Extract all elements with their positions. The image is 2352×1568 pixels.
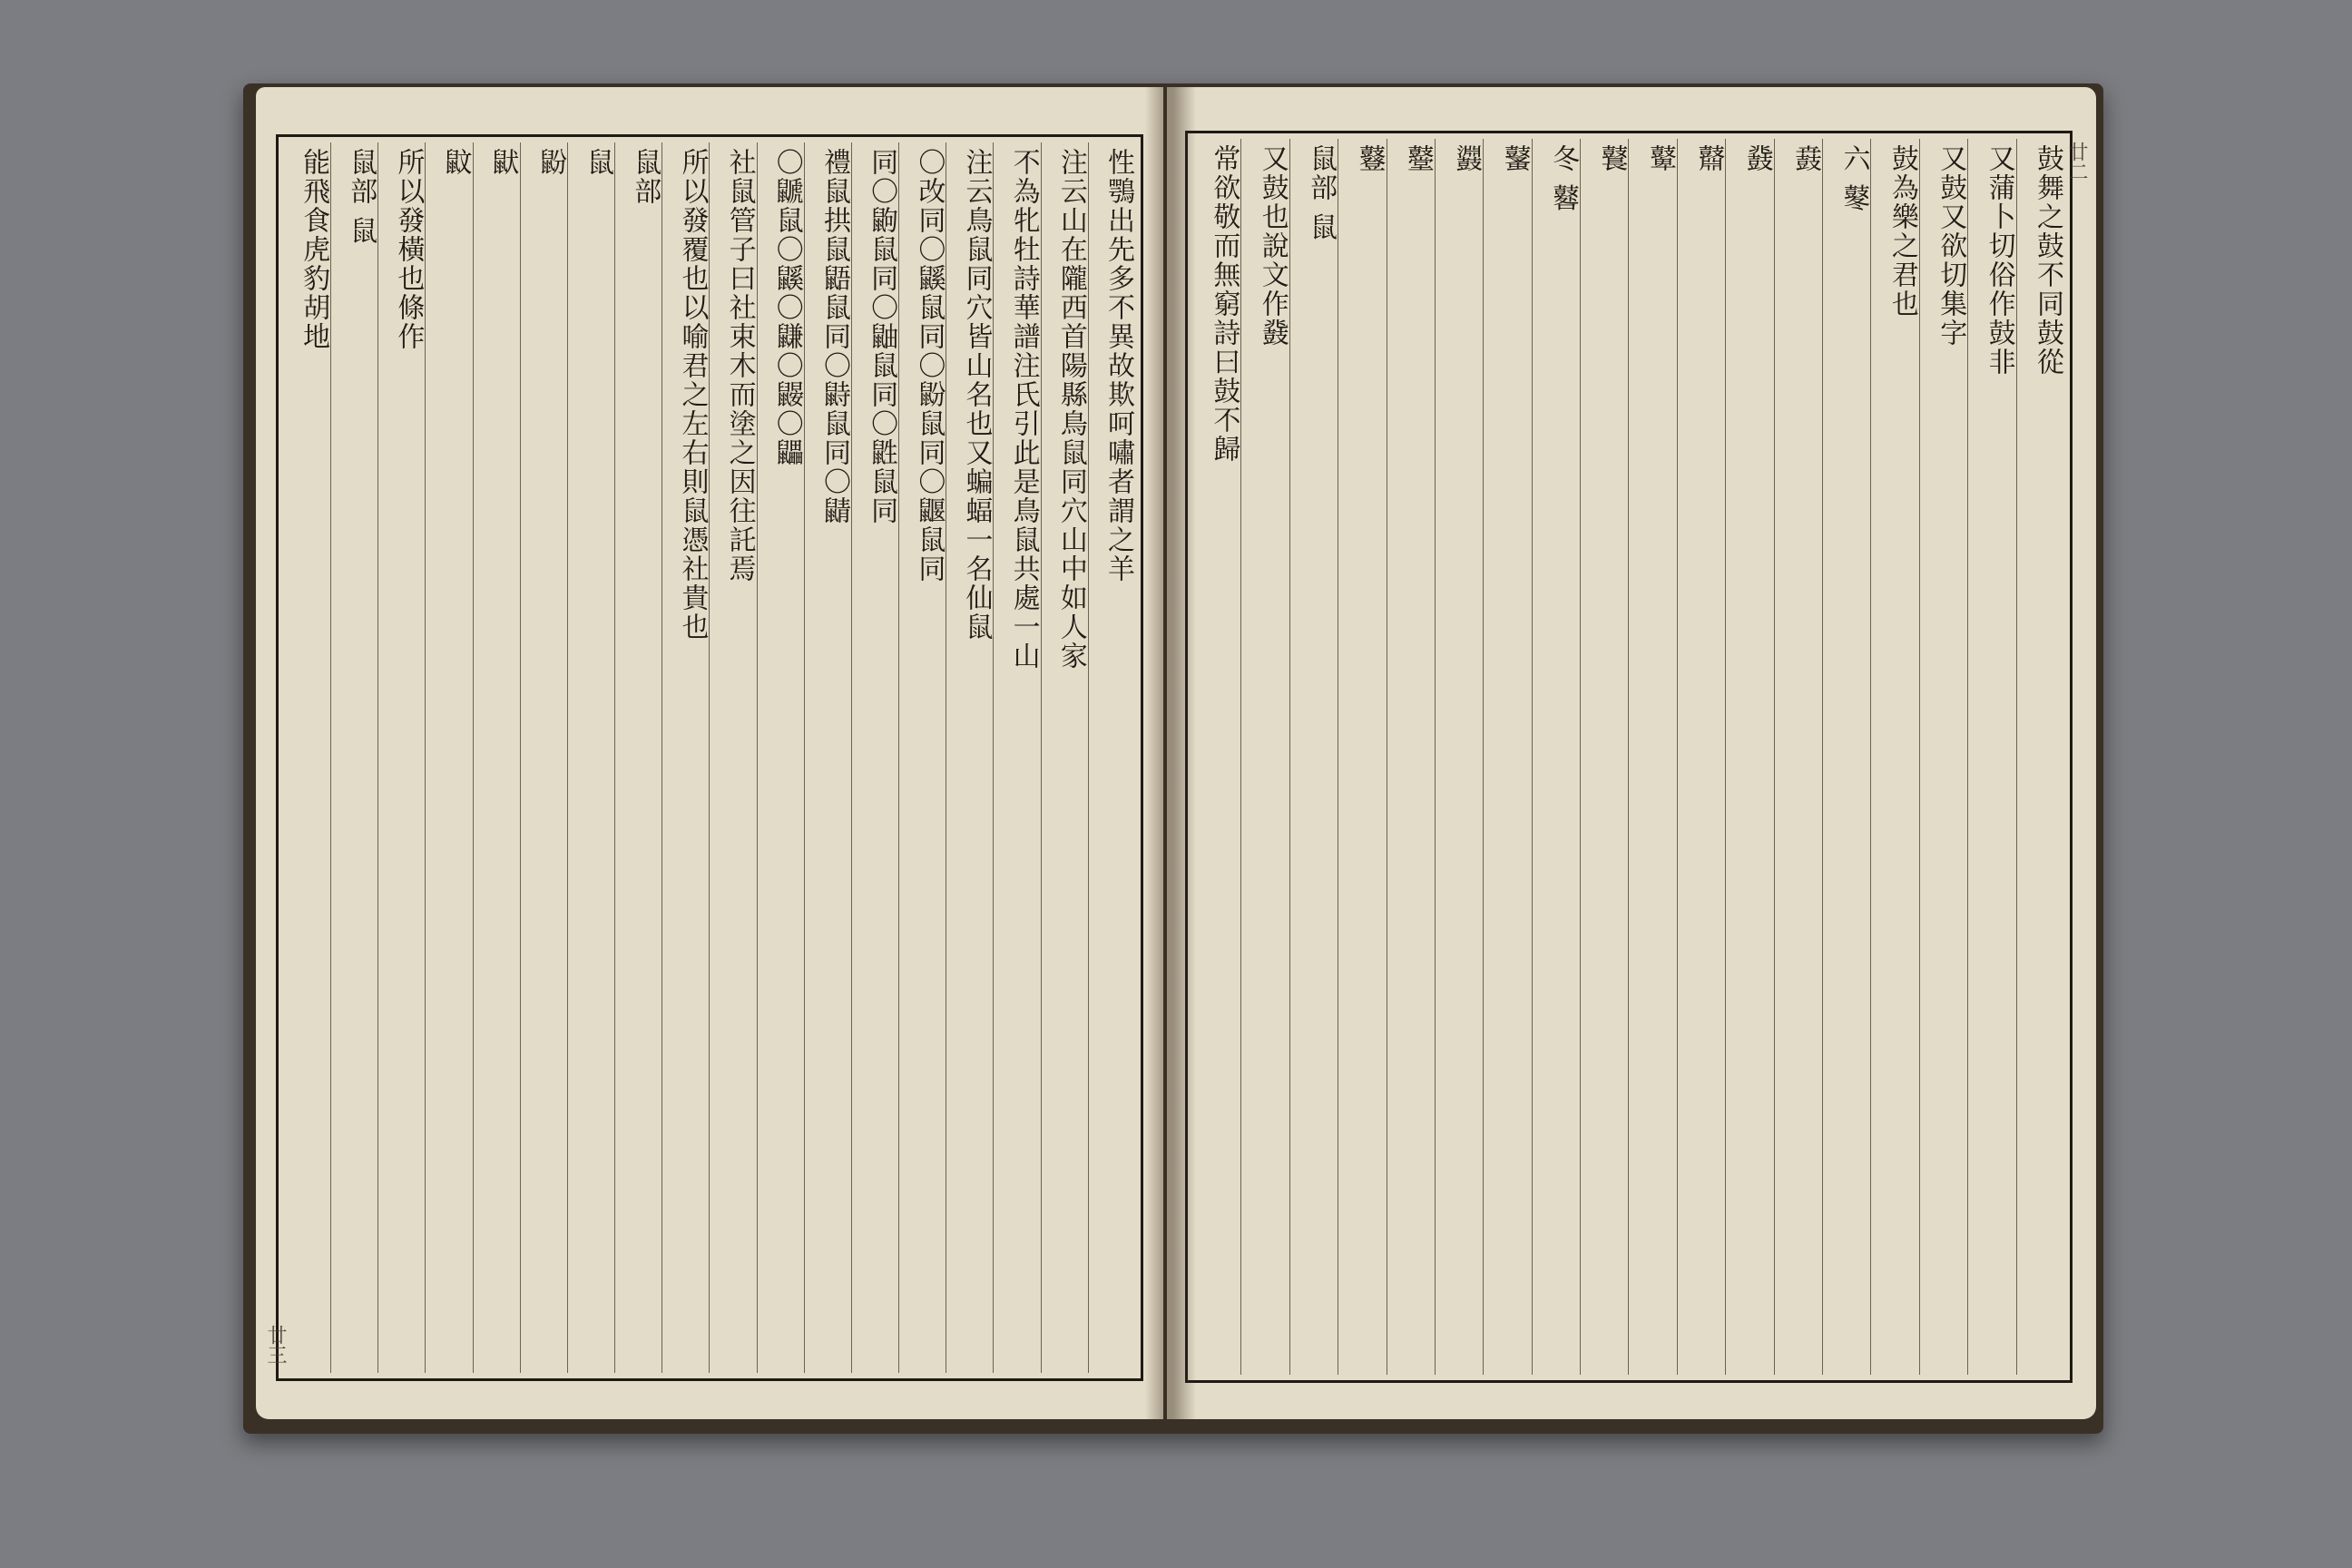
left-column: 所以發橫也條作 xyxy=(377,142,425,1373)
left-column: 同〇鼩鼠同〇鼬鼠同〇鼪鼠同 xyxy=(851,142,898,1373)
right-column: 鼟 xyxy=(1338,139,1386,1375)
right-columns xyxy=(1193,139,2064,1375)
right-page-frame xyxy=(1185,131,2073,1383)
right-column: 鼓舞之鼓不同鼓從 xyxy=(2016,139,2064,1375)
left-column: 所以發覆也以喻君之左右則鼠憑社貴也 xyxy=(662,142,709,1373)
left-page xyxy=(256,87,1163,1419)
right-column: 鼝 xyxy=(1435,139,1483,1375)
right-column: 鼓為樂之君也 xyxy=(1870,139,1918,1375)
left-column: 注云鳥鼠同穴皆山名也又蝙蝠一名仙鼠 xyxy=(946,142,993,1373)
right-column: 鼠部 鼠 xyxy=(1289,139,1338,1375)
left-column: 鼠 xyxy=(567,142,614,1373)
left-column: 禮鼠拱鼠鼯鼠同〇鼭鼠同〇鼱 xyxy=(804,142,851,1373)
right-column: 鼙 xyxy=(1628,139,1676,1375)
right-column: 鼚 xyxy=(1580,139,1628,1375)
left-column: 性鶚出先多不異故欺呵嘯者謂之羊 xyxy=(1088,142,1135,1373)
right-column: 鼞 xyxy=(1387,139,1435,1375)
right-column: 常欲敬而無窮詩曰鼓不歸 xyxy=(1208,144,1240,464)
right-column: 又蒲卜切俗作鼓非 xyxy=(1967,139,2015,1375)
left-column: 鼣 xyxy=(473,142,520,1373)
left-column: 注云山在隴西首陽縣鳥鼠同穴山中如人家 xyxy=(1041,142,1088,1373)
right-column: 冬 鼛 xyxy=(1532,139,1580,1375)
left-columns xyxy=(284,142,1135,1373)
right-page-number: 廿二 xyxy=(2065,142,2088,181)
left-column: 鼤 xyxy=(425,142,472,1373)
left-column: 〇改同〇鼷鼠同〇鼢鼠同〇鼴鼠同 xyxy=(898,142,946,1373)
right-page xyxy=(1167,87,2096,1419)
left-column: 社鼠管子曰社束木而塗之因往託焉 xyxy=(709,142,756,1373)
left-column: 鼠部 鼠 xyxy=(330,142,377,1373)
left-column: 〇鼶鼠〇鼷〇鼸〇鼹〇鼺 xyxy=(757,142,804,1373)
left-column: 鼢 xyxy=(520,142,567,1373)
left-page-number: 廿三 xyxy=(264,1325,287,1365)
book-gutter xyxy=(1145,87,1196,1419)
left-column: 鼠部 xyxy=(614,142,662,1373)
right-column: 鼘 xyxy=(1677,139,1725,1375)
right-column: 鼖 xyxy=(1774,139,1822,1375)
right-column: 鼜 xyxy=(1483,139,1531,1375)
left-page-frame xyxy=(276,134,1143,1381)
right-column: 鼗 xyxy=(1725,139,1773,1375)
left-column: 不為牝牡詩華譜注氏引此是鳥鼠共處一山 xyxy=(993,142,1040,1373)
right-column: 又鼓也說文作鼗 xyxy=(1240,139,1289,1375)
right-column: 六 鼕 xyxy=(1822,139,1870,1375)
right-column: 又鼓又欲切集字 xyxy=(1919,139,1967,1375)
left-column: 能飛食虎豹胡地 xyxy=(298,148,330,351)
